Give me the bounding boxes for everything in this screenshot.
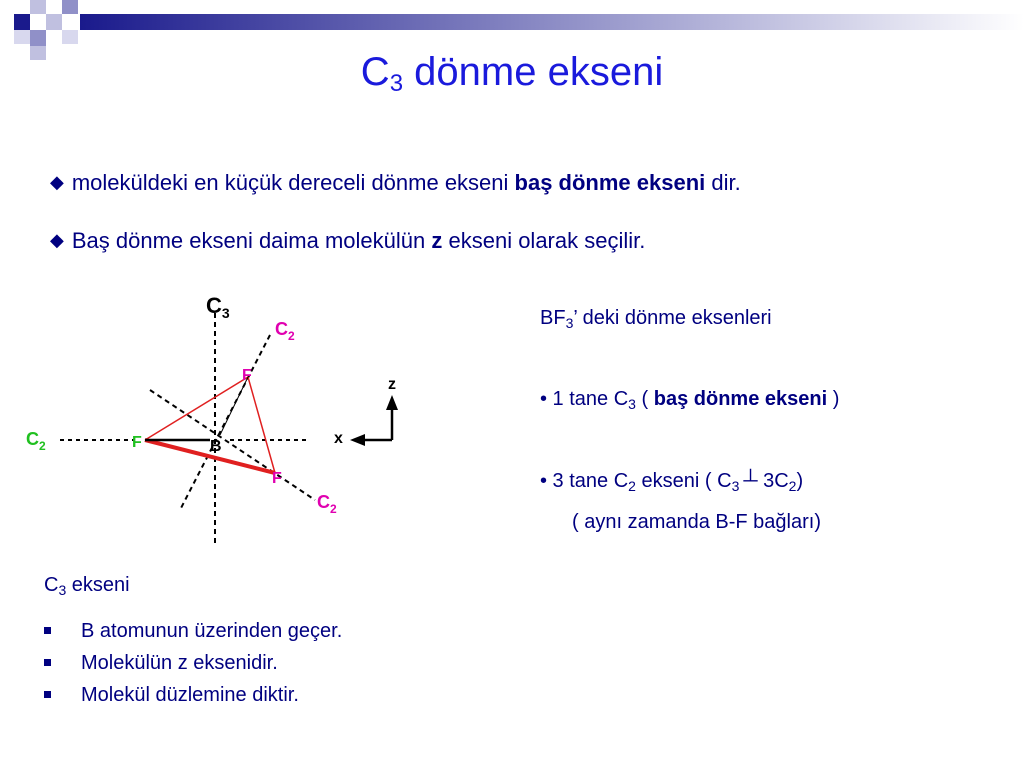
list-item: Molekülün z eksenidir. (44, 647, 342, 679)
bf-bonds-note: ( aynı zamanda B-F bağları) (572, 511, 821, 533)
svg-text:C2: $C_2$ (26, 429, 46, 453)
bf3-heading: $BF_3$’ deki dönme eksenleri (540, 307, 772, 331)
svg-text:C2: $C_2$ (275, 319, 295, 343)
slide-title: $C_3$ dönme ekseni (360, 50, 664, 97)
diamond-bullet-icon: ◆ (50, 172, 64, 192)
svg-text:F: F (242, 367, 252, 384)
bf3-symmetry-diagram (20, 285, 420, 555)
svg-text:C2: $C_2$ (317, 492, 337, 516)
square-bullet-icon (44, 691, 51, 698)
svg-text:F: F (132, 434, 142, 451)
c3-properties-list (44, 615, 342, 711)
list-item: Molekül düzlemine diktir. (44, 679, 342, 711)
edge-red (248, 377, 275, 473)
c2-axis-diag1 (180, 335, 270, 510)
svg-text:z: z (388, 376, 396, 393)
bullet-1: ◆ moleküldeki en küçük dereceli dönme ekseni baş dönme ekseni dir. (50, 170, 741, 195)
c2-axis-diag2 (150, 390, 315, 500)
square-bullet-icon (44, 627, 51, 634)
c2-count-line: • 3 tane $C_2$ ekseni ( $C_3$ ┴ $3C_2$) (540, 470, 804, 494)
svg-text:x: x (334, 430, 343, 447)
c3-count-line: • 1 tane $C_3$ ( baş dönme ekseni ) (540, 388, 840, 412)
square-bullet-icon (44, 659, 51, 666)
list-item: B atomunun üzerinden geçer. (44, 615, 342, 647)
perpendicular-icon: ┴ (743, 470, 758, 492)
svg-text:F: F (272, 470, 282, 487)
diamond-bullet-icon: ◆ (50, 230, 64, 250)
c3-section-heading: $C_3$ ekseni (44, 574, 130, 598)
svg-text:B: B (210, 438, 222, 455)
svg-text:C3: $C_3$ (206, 293, 230, 321)
bullet-2: ◆ Baş dönme ekseni daima molekülün z ekseni olarak seçilir. (50, 228, 646, 253)
